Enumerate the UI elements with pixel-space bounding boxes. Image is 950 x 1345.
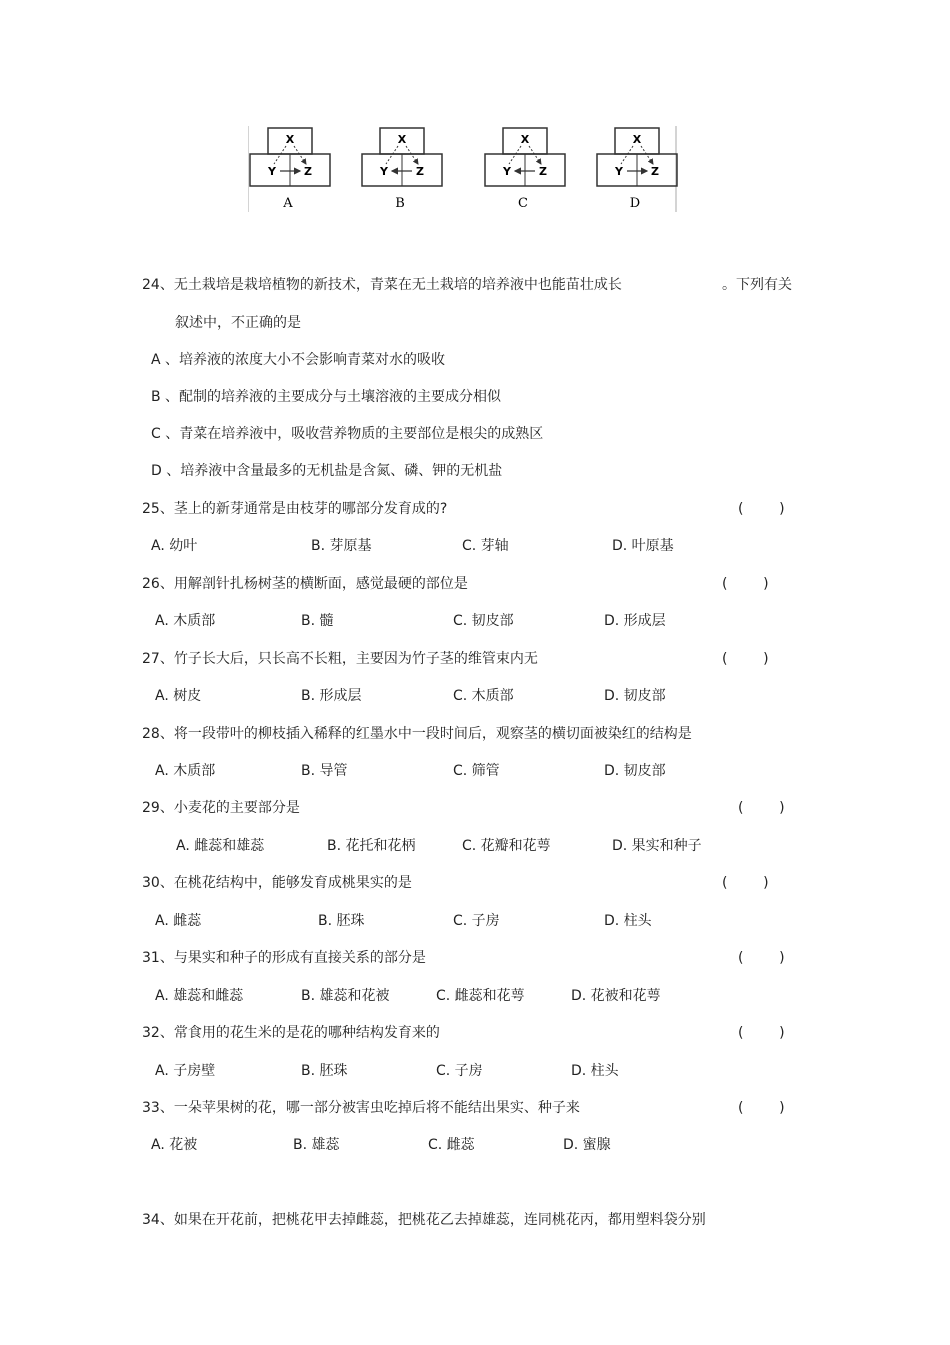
diagram-option-label: B [395,196,405,211]
x-to-z-arrow [641,146,653,164]
q24-stem-line2: 叙述中，不正确的是 [175,315,301,331]
x-label: X [285,133,295,146]
q28-option-a: A. 木质部 [155,763,216,779]
x-label: X [520,133,530,146]
q32-option-c: C. 子房 [436,1063,483,1079]
q31-stem: 31、与果实和种子的形成有直接关系的部分是 [142,950,426,966]
q30-option-a: A. 雌蕊 [155,913,202,929]
q32-option-b: B. 胚珠 [301,1063,348,1079]
q29-option-a: A. 雌蕊和雄蕊 [176,838,265,854]
q29-option-d: D. 果实和种子 [612,838,702,854]
z-label: Z [539,165,547,178]
q34-stem: 34、如果在开花前，把桃花甲去掉雌蕊，把桃花乙去掉雄蕊，连同桃花丙，都用塑料袋分别 [142,1212,706,1228]
diagram-option-a [250,128,330,211]
q32-option-a: A. 子房壁 [155,1063,216,1079]
z-label: Z [304,165,312,178]
diagram-option-d [597,128,677,211]
q24-option-d: D 、培养液中含量最多的无机盐是含氮、磷、钾的无机盐 [151,463,503,479]
q24-option-c: C 、青菜在培养液中，吸收营养物质的主要部位是根尖的成熟区 [151,426,544,442]
q26-option-c: C. 韧皮部 [453,613,514,629]
q25-option-d: D. 叶原基 [612,538,674,554]
y-label: Y [268,165,276,178]
q27-option-d: D. 韧皮部 [604,688,666,704]
q24-option-b: B 、配制的培养液的主要成分与土壤溶液的主要成分相似 [151,389,502,405]
q29-option-c: C. 花瓣和花萼 [462,838,551,854]
y-label: Y [503,165,511,178]
q26-answer-blank: ( ) [722,576,769,592]
diagram-option-label: C [518,196,528,211]
q29-answer-blank: ( ) [738,800,785,816]
q31-option-d: D. 花被和花萼 [571,988,661,1004]
q28-option-b: B. 导管 [301,763,348,779]
z-label: Z [416,165,424,178]
q27-stem: 27、竹子长大后，只长高不长粗，主要因为竹子茎的维管束内无 [142,651,538,667]
y-label: Y [380,165,388,178]
q31-option-c: C. 雌蕊和花萼 [436,988,525,1004]
q24-stem: 24、无土栽培是栽培植物的新技术，青菜在无土栽培的培养液中也能苗壮成长 [142,277,622,293]
q25-answer-blank: ( ) [738,501,785,517]
q30-option-d: D. 柱头 [604,913,652,929]
q32-answer-blank: ( ) [738,1025,785,1041]
q32-stem: 32、常食用的花生米的是花的哪种结构发育来的 [142,1025,440,1041]
z-label: Z [651,165,659,178]
x-to-z-arrow [406,146,418,164]
q30-stem: 30、在桃花结构中，能够发育成桃果实的是 [142,875,412,891]
q33-option-d: D. 蜜腺 [563,1137,611,1153]
diagram-option-label: A [283,196,293,211]
q28-option-c: C. 筛管 [453,763,500,779]
x-to-z-arrow [529,146,541,164]
q33-option-b: B. 雄蕊 [293,1137,340,1153]
q25-option-c: C. 芽轴 [462,538,509,554]
q31-option-a: A. 雄蕊和雌蕊 [155,988,244,1004]
x-to-z-arrow [294,146,306,164]
diagram-option-label: D [629,196,641,211]
q30-option-c: C. 子房 [453,913,500,929]
diagram-option-b [362,128,442,211]
q33-stem: 33、一朵苹果树的花，哪一部分被害虫吃掉后将不能结出果实、种子来 [142,1100,580,1116]
x-to-y-arrow [274,146,286,164]
y-label: Y [615,165,623,178]
q26-stem: 26、用解剖针扎杨树茎的横断面，感觉最硬的部位是 [142,576,468,592]
x-label: X [397,133,407,146]
q28-stem: 28、将一段带叶的柳枝插入稀释的红墨水中一段时间后，观察茎的横切面被染红的结构是 [142,726,692,742]
q33-option-a: A. 花被 [151,1137,198,1153]
x-to-y-arrow [386,146,398,164]
q29-stem: 29、小麦花的主要部分是 [142,800,300,816]
q27-answer-blank: ( ) [722,651,769,667]
q26-option-b: B. 髓 [301,613,334,629]
q25-option-a: A. 幼叶 [151,538,198,554]
q32-option-d: D. 柱头 [571,1063,619,1079]
q27-option-b: B. 形成层 [301,688,362,704]
q30-answer-blank: ( ) [722,875,769,891]
q25-stem: 25、茎上的新芽通常是由枝芽的哪部分发育成的? [142,501,448,517]
xyz-diagram-options [248,126,678,212]
q27-option-c: C. 木质部 [453,688,514,704]
diagram-strip [248,126,678,212]
q31-option-b: B. 雄蕊和花被 [301,988,390,1004]
x-to-y-arrow [621,146,633,164]
q25-option-b: B. 芽原基 [311,538,372,554]
x-label: X [632,133,642,146]
q31-answer-blank: ( ) [738,950,785,966]
q33-answer-blank: ( ) [738,1100,785,1116]
q28-option-d: D. 韧皮部 [604,763,666,779]
q24-option-a: A 、培养液的浓度大小不会影响青菜对水的吸收 [151,352,446,368]
diagram-option-c [485,128,565,211]
q26-option-a: A. 木质部 [155,613,216,629]
q26-option-d: D. 形成层 [604,613,666,629]
q30-option-b: B. 胚珠 [318,913,365,929]
q27-option-a: A. 树皮 [155,688,202,704]
q24-stem-tail: 。下列有关 [722,277,792,293]
x-to-y-arrow [509,146,521,164]
q29-option-b: B. 花托和花柄 [327,838,416,854]
q33-option-c: C. 雌蕊 [428,1137,475,1153]
